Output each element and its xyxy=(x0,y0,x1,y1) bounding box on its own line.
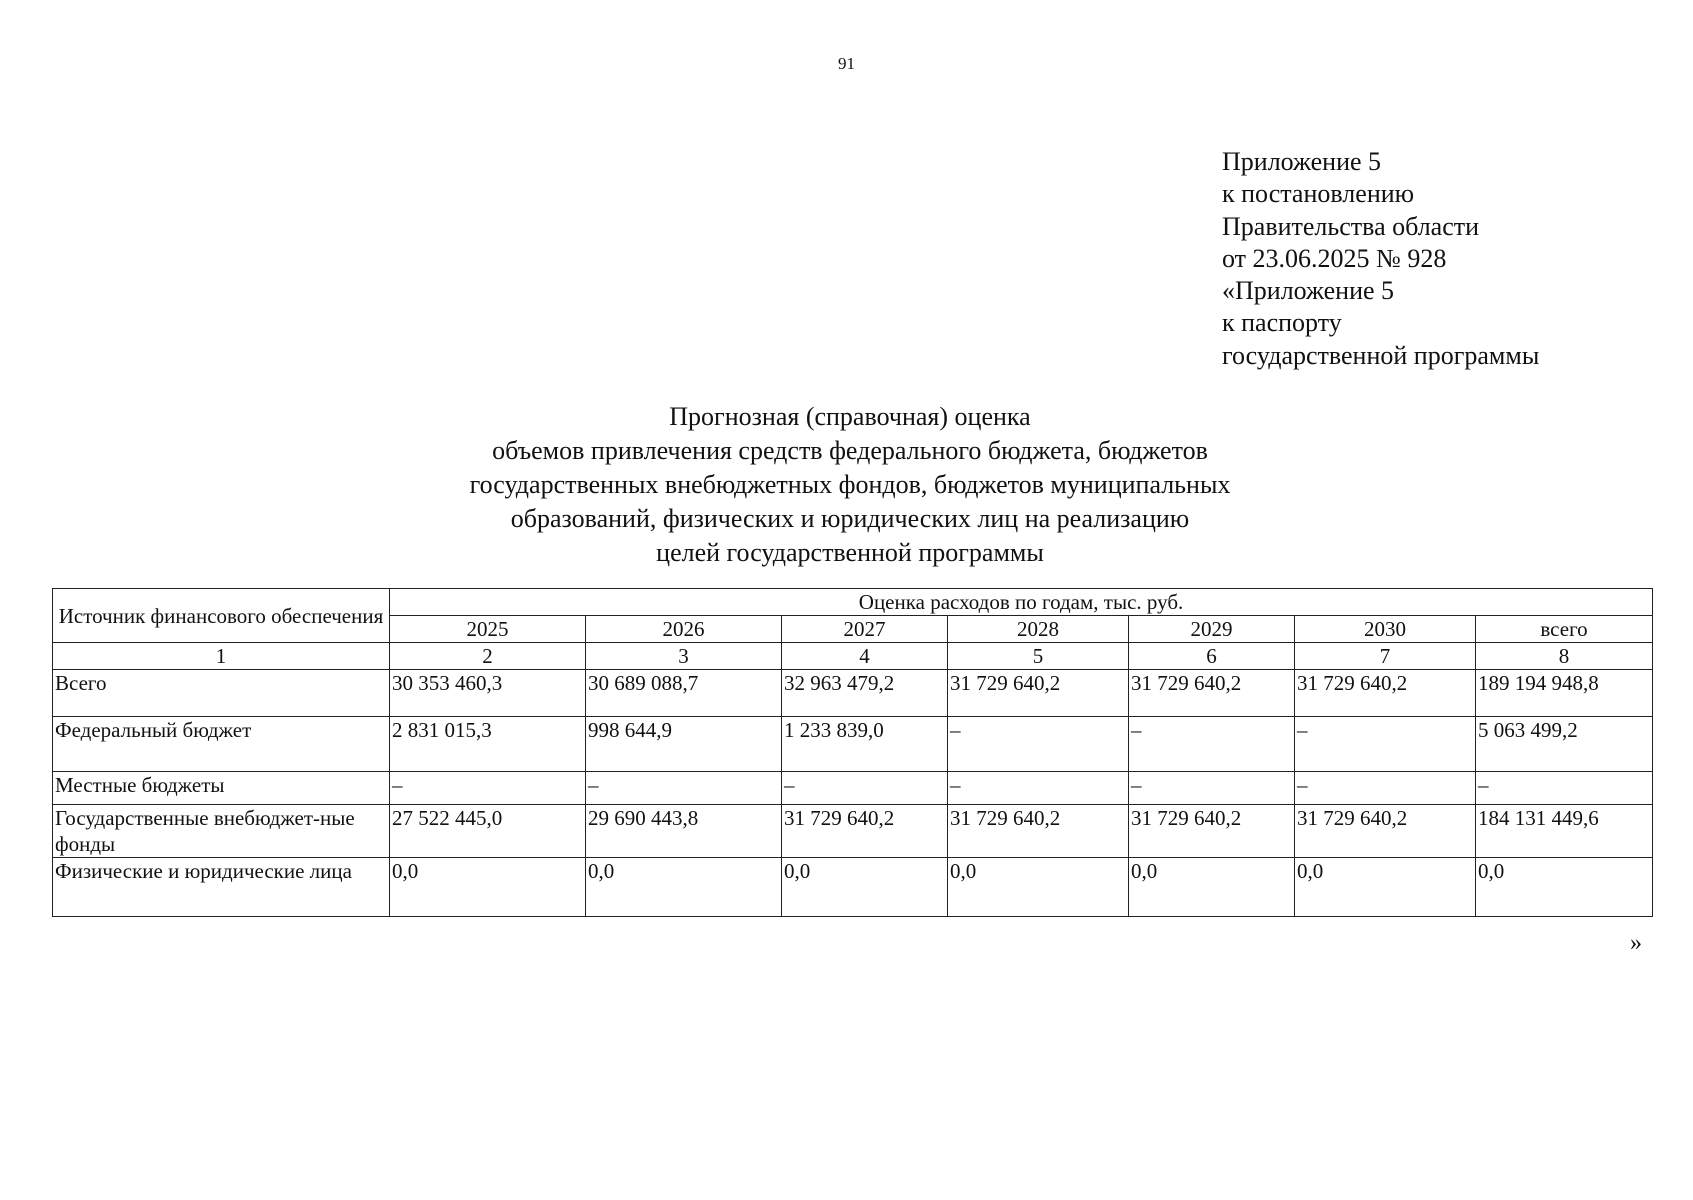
title-line: целей государственной программы xyxy=(656,538,1044,567)
column-number: 7 xyxy=(1295,643,1476,670)
title-line: объемов привлечения средств федерального бюджета, бюджетов xyxy=(492,436,1208,465)
value-cell: 31 729 640,2 xyxy=(782,805,948,858)
value-cell: 31 729 640,2 xyxy=(948,670,1129,717)
appendix-block xyxy=(1222,146,1539,372)
value-cell: 32 963 479,2 xyxy=(782,670,948,717)
appendix-line: «Приложение 5 xyxy=(1222,276,1395,306)
table-row xyxy=(53,717,1653,772)
value-cell: 2 831 015,3 xyxy=(390,717,586,772)
value-cell: – xyxy=(390,772,586,805)
value-cell: 0,0 xyxy=(1476,858,1653,917)
column-number: 4 xyxy=(782,643,948,670)
value-cell: – xyxy=(1129,717,1295,772)
column-number: 6 xyxy=(1129,643,1295,670)
document-title xyxy=(0,400,1693,570)
value-cell: 998 644,9 xyxy=(586,717,782,772)
table-row xyxy=(53,670,1653,717)
appendix-line: Приложение 5 xyxy=(1222,147,1382,176)
header-row xyxy=(53,589,1653,616)
source-cell: Федеральный бюджет xyxy=(53,717,390,772)
page-number: 91 xyxy=(838,54,855,73)
financing-table xyxy=(52,588,1653,917)
value-cell: 31 729 640,2 xyxy=(1129,805,1295,858)
column-number: 1 xyxy=(53,643,390,670)
value-cell: 31 729 640,2 xyxy=(1295,670,1476,717)
table-row xyxy=(53,858,1653,917)
value-cell: 1 233 839,0 xyxy=(782,717,948,772)
table-row xyxy=(53,772,1653,805)
source-cell: Физические и юридические лица xyxy=(53,858,390,917)
value-cell: 0,0 xyxy=(782,858,948,917)
value-cell: 30 689 088,7 xyxy=(586,670,782,717)
value-cell: – xyxy=(1295,717,1476,772)
title-line: Прогнозная (справочная) оценка xyxy=(669,402,1031,431)
title-line: государственных внебюджетных фондов, бюджетов муниципальных xyxy=(469,470,1231,499)
value-cell: 0,0 xyxy=(390,858,586,917)
value-cell: 29 690 443,8 xyxy=(586,805,782,858)
value-cell: – xyxy=(948,772,1129,805)
value-cell: 5 063 499,2 xyxy=(1476,717,1653,772)
column-number: 5 xyxy=(948,643,1129,670)
appendix-line: к паспорту xyxy=(1222,308,1342,338)
value-cell: 31 729 640,2 xyxy=(1129,670,1295,717)
source-header: Источник финансового обеспечения xyxy=(53,589,390,643)
source-cell: Государственные внебюджет-ные фонды xyxy=(53,805,390,858)
year-header: 2027 xyxy=(782,616,948,643)
year-header: 2030 xyxy=(1295,616,1476,643)
group-header: Оценка расходов по годам, тыс. руб. xyxy=(390,589,1653,616)
value-cell: 27 522 445,0 xyxy=(390,805,586,858)
value-cell: – xyxy=(1476,772,1653,805)
value-cell: – xyxy=(782,772,948,805)
total-header: всего xyxy=(1476,616,1653,643)
source-cell: Всего xyxy=(53,670,390,717)
value-cell: 184 131 449,6 xyxy=(1476,805,1653,858)
value-cell: 189 194 948,8 xyxy=(1476,670,1653,717)
appendix-line: от 23.06.2025 № 928 xyxy=(1222,243,1447,273)
year-header: 2025 xyxy=(390,616,586,643)
year-header: 2026 xyxy=(586,616,782,643)
appendix-line: государственной программы xyxy=(1222,340,1540,370)
appendix-line: к постановлению xyxy=(1222,179,1415,209)
column-number: 3 xyxy=(586,643,782,670)
appendix-line: Правительства области xyxy=(1222,211,1480,241)
column-number: 8 xyxy=(1476,643,1653,670)
column-number-row xyxy=(53,643,1653,670)
closing-quote: » xyxy=(1630,930,1642,956)
source-cell: Местные бюджеты xyxy=(53,772,390,805)
value-cell: – xyxy=(948,717,1129,772)
column-number: 2 xyxy=(390,643,586,670)
title-line: образований, физических и юридических лиц на реализацию xyxy=(510,504,1190,533)
value-cell: 0,0 xyxy=(1129,858,1295,917)
year-header: 2029 xyxy=(1129,616,1295,643)
value-cell: – xyxy=(1129,772,1295,805)
value-cell: 31 729 640,2 xyxy=(948,805,1129,858)
value-cell: – xyxy=(586,772,782,805)
value-cell: – xyxy=(1295,772,1476,805)
table-row xyxy=(53,805,1653,858)
year-header: 2028 xyxy=(948,616,1129,643)
value-cell: 30 353 460,3 xyxy=(390,670,586,717)
value-cell: 0,0 xyxy=(586,858,782,917)
value-cell: 31 729 640,2 xyxy=(1295,805,1476,858)
value-cell: 0,0 xyxy=(1295,858,1476,917)
value-cell: 0,0 xyxy=(948,858,1129,917)
